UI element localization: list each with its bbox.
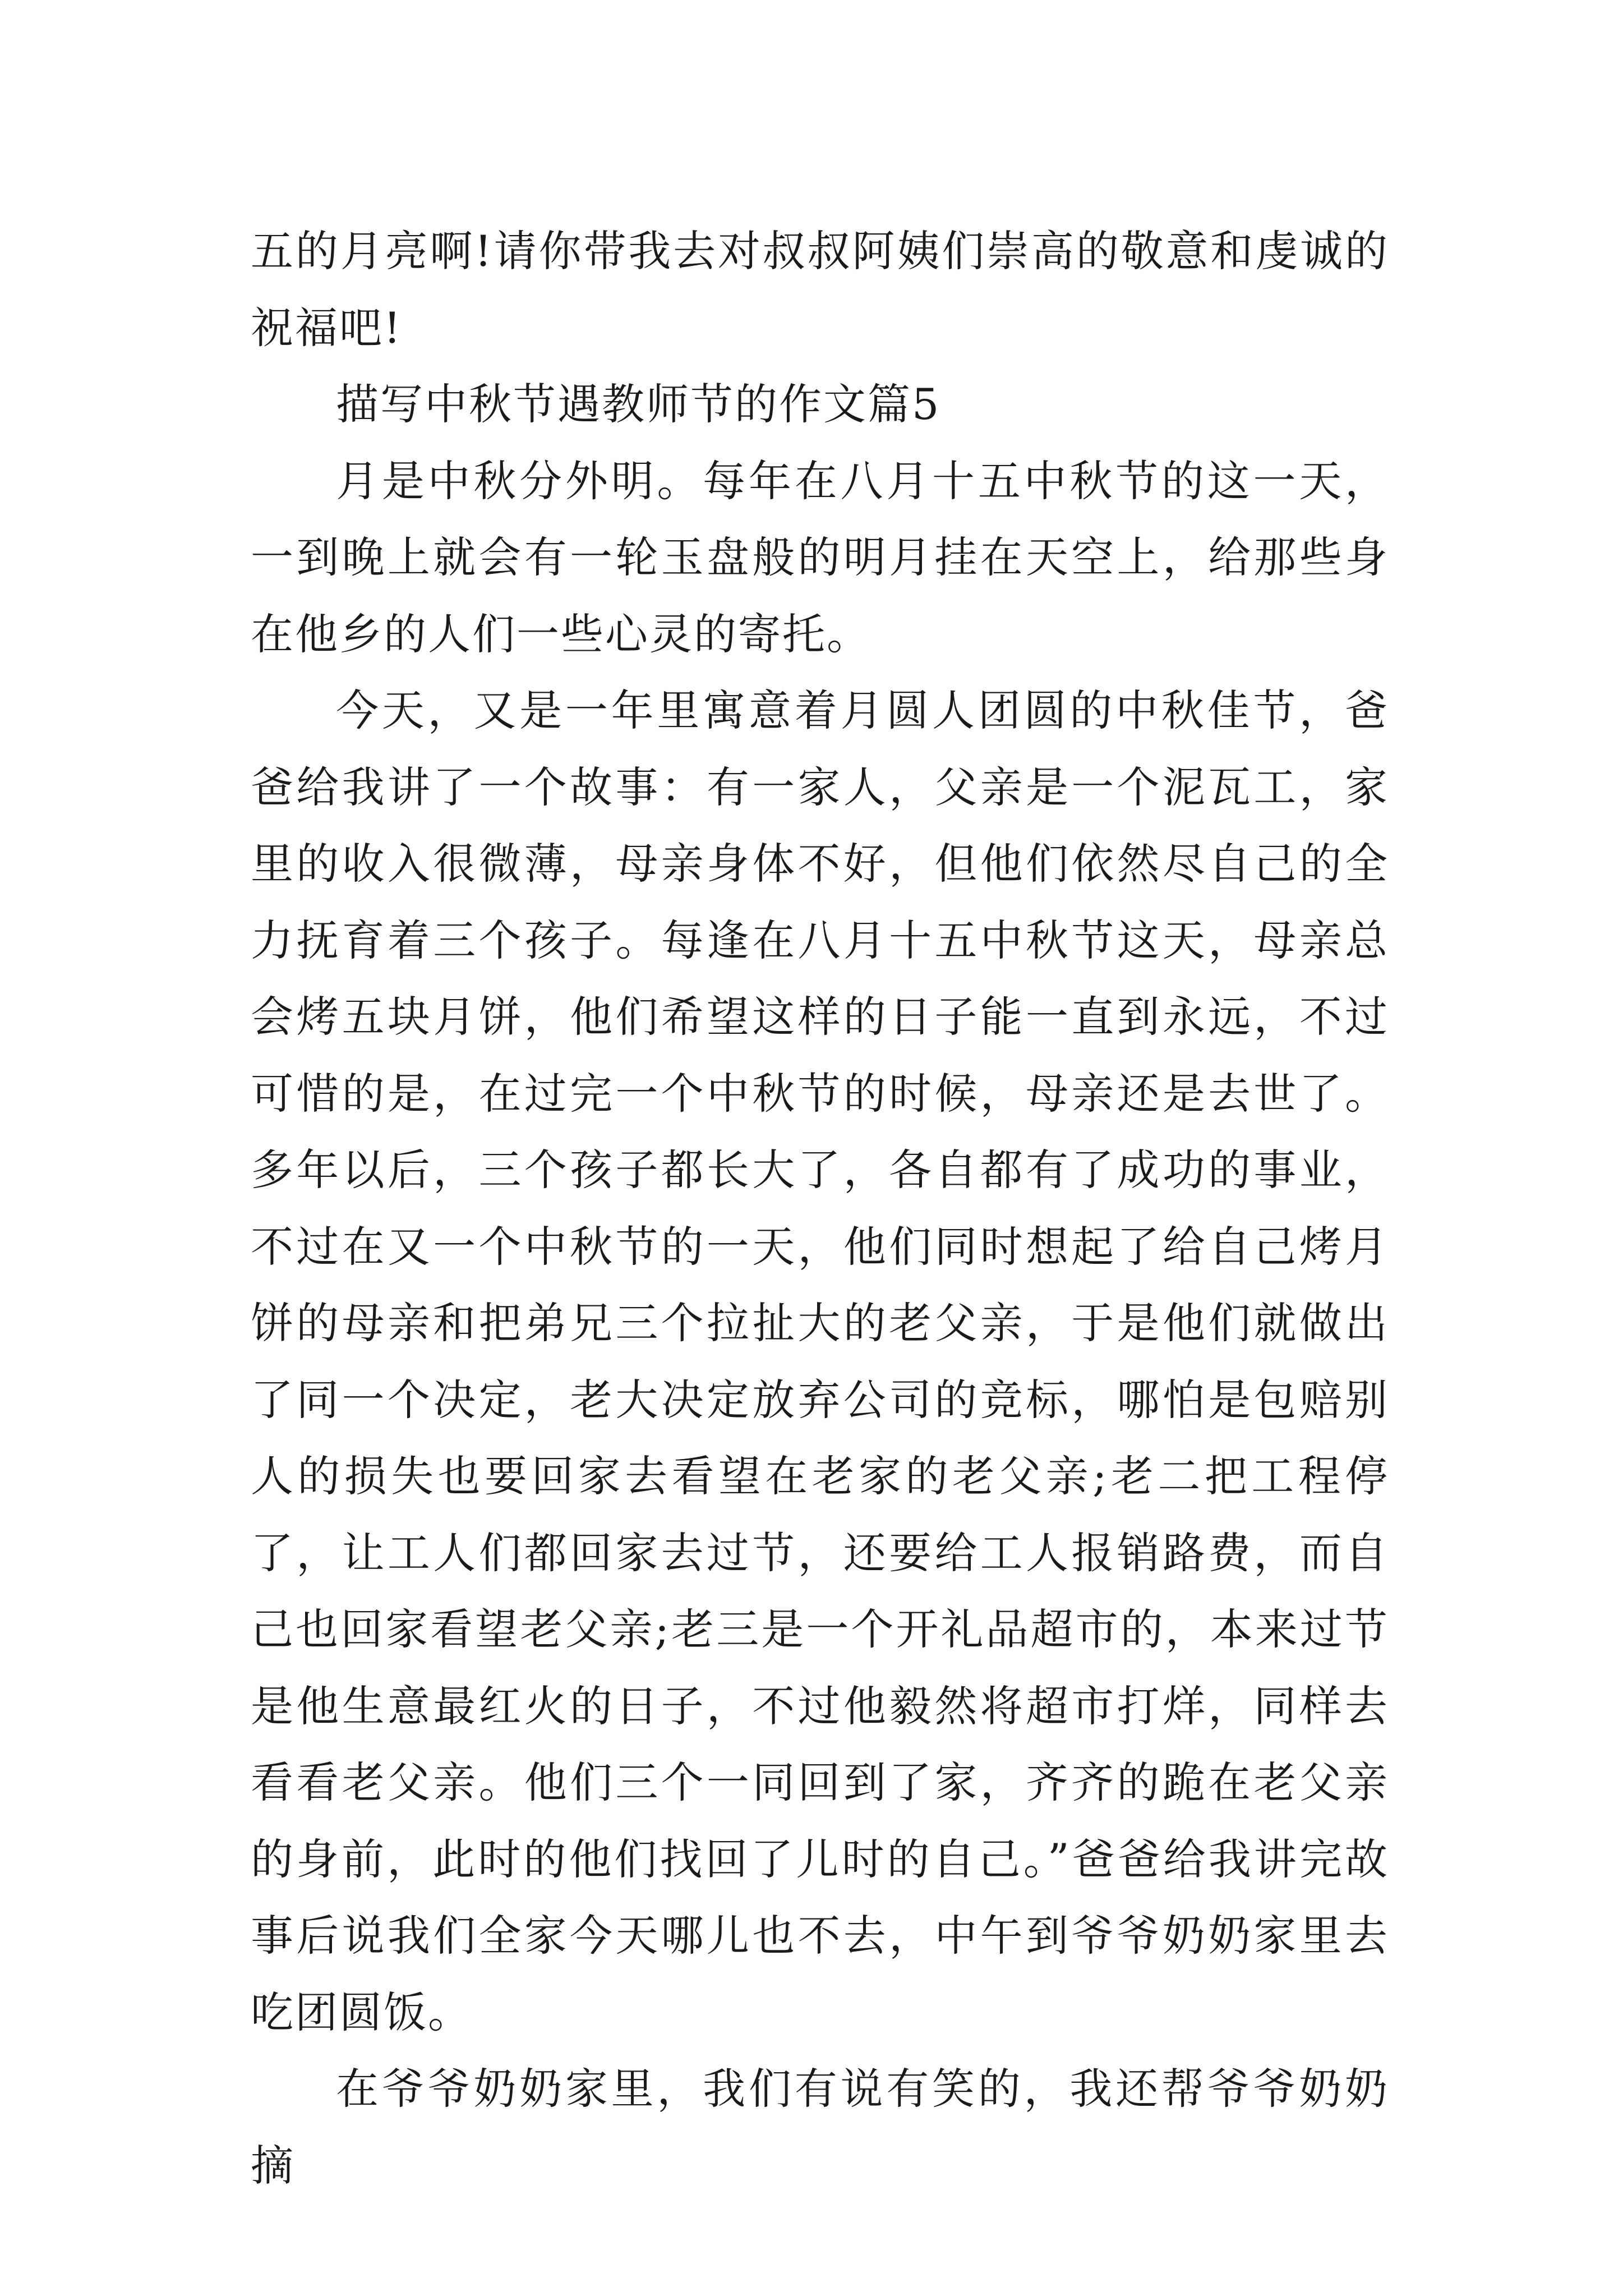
body-paragraph: 在爷爷奶奶家里，我们有说有笑的，我还帮爷爷奶奶摘 (251, 2064, 1389, 2191)
body-paragraph: 月是中秋分外明。每年在八月十五中秋节的这一天，一到晚上就会有一轮玉盘般的明月挂在天空上，给那些身在他乡的人们一些心灵的寄托。 (251, 455, 1389, 659)
continuation-paragraph: 五的月亮啊!请你带我去对叔叔阿姨们崇高的敬意和虔诚的祝福吧! (251, 226, 1389, 353)
body-paragraph: 今天，又是一年里寓意着月圆人团圆的中秋佳节，爸爸给我讲了一个故事：有一家人，父亲是一个泥瓦工，家里的收入很微薄，母亲身体不好，但他们依然尽自己的全力抚育着三个孩子。每逢在八月十五中秋节这天，母亲总会烤五块月饼，他们希望这样的日子能一直到永远，不过可惜的是，在过完一个中秋节的时候，母亲还是去世了。多年以后，三个孩子都长大了，各自都有了成功的事业，不过在又一个中秋节的一天，他们同时想起了给自己烤月饼的母亲和把弟兄三个拉扯大的老父亲，于是他们就做出了同一个决定，老大决定放弃公司的竞标，哪怕是包赔别人的损失也要回家去看望在老家的老父亲;老二把工程停了，让工人们都回家去过节，还要给工人报销路费，而自己也回家看望老父亲;老三是一个开礼品超市的，本来过节是他生意最红火的日子，不过他毅然将超市打烊，同样去看看老父亲。他们三个一同回到了家，齐齐的跪在老父亲的身前，此时的他们找回了儿时的自己。”爸爸给我讲完故事后说我们全家今天哪儿也不去，中午到爷爷奶奶家里去吃团圆饭。 (251, 685, 1389, 2037)
section-heading: 描写中秋节遇教师节的作文篇5 (336, 379, 941, 429)
document-body (251, 213, 1389, 2204)
